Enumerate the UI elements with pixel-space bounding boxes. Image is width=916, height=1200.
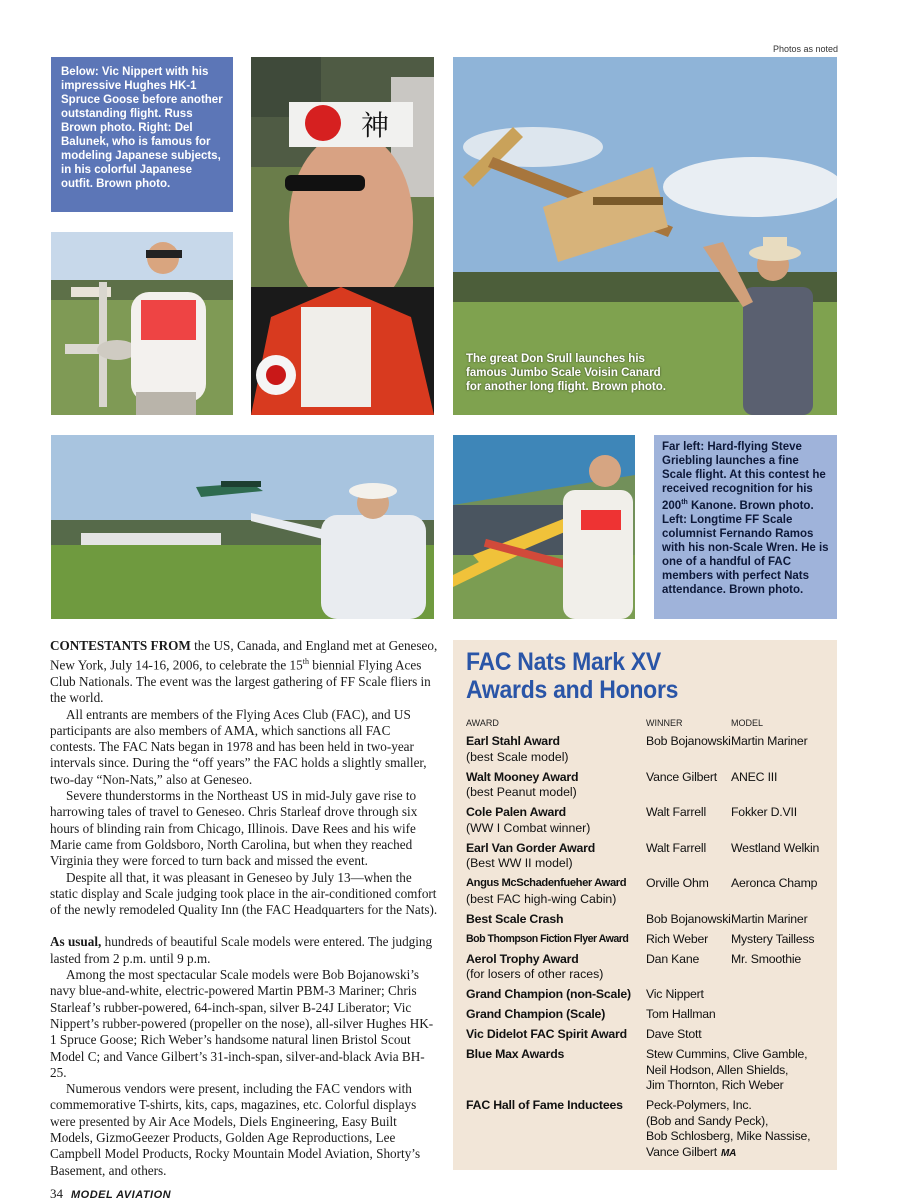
award-row bbox=[466, 1007, 825, 1023]
award-name: FAC Hall of Fame Inductees bbox=[466, 1098, 623, 1112]
article-paragraph-2: All entrants are members of the Flying Aces Club (FAC), and US participants are also members of AMA, which sanctions all FAC contests. The FAC Nats began in 1978 and has been held in two-year intervals since. During the “off years” the FAC holds a slightly smaller, two-day “Non-Nats,” also at Geneseo. bbox=[50, 706, 427, 787]
award-name: Vic Didelot FAC Spirit Award bbox=[466, 1027, 627, 1041]
magazine-name: MODEL AVIATION bbox=[71, 1189, 172, 1200]
award-model: Aeronca Champ bbox=[731, 876, 818, 890]
award-sub: (best FAC high-wing Cabin) bbox=[466, 891, 617, 906]
award-name: Earl Stahl Award bbox=[466, 734, 560, 748]
awards-col-model: MODEL bbox=[731, 718, 764, 728]
award-name: Earl Van Gorder Award bbox=[466, 840, 596, 855]
award-winner: Tom Hallman bbox=[646, 1007, 716, 1021]
caption-top-left-text: Below: Vic Nippert with his impressive Hughes HK-1 Spruce Goose before another outstanding flight. Russ Brown photo. Right: Del Balunek, who is famous for modeling Japanese subjects, in his colorful Japanese outfit. Brown photo. bbox=[61, 66, 223, 190]
award-row-hall-of-fame bbox=[466, 1098, 825, 1161]
caption-top-left bbox=[51, 57, 233, 212]
awards-title bbox=[466, 648, 796, 704]
article-paragraph-3: Severe thunderstorms in the Northeast US in mid-July gave rise to harrowing tales of travel to Geneseo. Chris Starleaf drove through six hours of blinding rain from Chicago, Illinois. Dave Rees and his wife Marie came from Goldsboro, North Carolina, but when they reached Virginia they were forced to turn back and missed the event. bbox=[50, 788, 418, 869]
article-p1-text-a: the US, Canada, and England met at Geneseo, New York, July 14-16, 2006, to celebrate the 15 bbox=[50, 638, 438, 673]
award-row bbox=[466, 932, 825, 948]
caption-bottom-right-sup: th bbox=[681, 499, 688, 506]
awards-sidebar bbox=[453, 640, 837, 1170]
award-winner: Vic Nippert bbox=[646, 987, 704, 1001]
award-model: Westland Welkin bbox=[731, 840, 820, 855]
award-model: Martin Mariner bbox=[731, 734, 808, 748]
caption-voisin bbox=[466, 352, 666, 394]
awards-title-line1: FAC Nats Mark XV bbox=[466, 648, 661, 676]
award-name: Aerol Trophy Award bbox=[466, 951, 579, 966]
hof-line-2: (Bob and Sandy Peck), bbox=[646, 1113, 769, 1128]
award-sub: (best Peanut model) bbox=[466, 785, 577, 799]
page-footer bbox=[50, 1186, 171, 1200]
awards-column-headers bbox=[466, 718, 825, 728]
award-row bbox=[466, 1027, 825, 1043]
article-paragraph-6: Among the most spectacular Scale models were Bob Bojanowski’s navy blue-and-white, electric-powered Martin PBM-3 Mariner; Chris Starleaf’s rubber-powered, 64-inch-span, silver B-24J Liberator; Vic Nippert’s rubber-powered (propeller on the nose), all-silver Hughes HK-1 Spruce Goose; Rich Weber’s handsome natural linen Bristol Scout Model C; and Vance Gilbert’s 31-inch-span, silver-and-black Avia BH-25. bbox=[50, 967, 434, 1080]
ma-end-mark: MA bbox=[721, 1147, 737, 1159]
award-model: Mr. Smoothie bbox=[731, 951, 802, 966]
award-sub: (WW I Combat winner) bbox=[466, 820, 591, 835]
awards-title-line2: Awards and Honors bbox=[466, 676, 679, 704]
article-body bbox=[50, 638, 438, 1179]
award-row bbox=[466, 876, 825, 907]
photo-fernando-ramos bbox=[453, 435, 635, 619]
award-row bbox=[466, 952, 825, 983]
photo-steve-griebling bbox=[51, 435, 434, 619]
article-p5-lead: As usual, bbox=[50, 934, 102, 950]
caption-bottom-right bbox=[654, 435, 837, 619]
award-row bbox=[466, 734, 825, 765]
photo-del-balunek bbox=[251, 57, 434, 415]
awards-col-award: AWARD bbox=[466, 718, 499, 728]
photo-credit-note: Photos as noted bbox=[772, 44, 838, 54]
awards-col-winner: WINNER bbox=[646, 718, 683, 728]
award-winner: Vance Gilbert bbox=[646, 769, 717, 784]
award-row bbox=[466, 805, 825, 836]
award-winner: Bob Bojanowski bbox=[646, 911, 731, 926]
article-p5-text: hundreds of beautiful Scale models were entered. The judging lasted from 2 p.m. until 9 p.m. bbox=[50, 934, 433, 966]
hof-line-3: Bob Schlosberg, Mike Nassise, bbox=[646, 1129, 811, 1143]
caption-voisin-text: The great Don Srull launches his famous Jumbo Scale Voisin Canard for another long flight. Brown photo. bbox=[466, 353, 666, 393]
award-model: Martin Mariner bbox=[731, 911, 808, 926]
article-paragraph-4: Despite all that, it was pleasant in Geneseo by July 13—when the static display and Scale judging took place in the air-conditioned comfort of the newly remodeled Quality Inn (the FAC Headquarters for the Nats). bbox=[50, 869, 438, 918]
article-lead-in: CONTESTANTS FROM bbox=[50, 638, 191, 653]
award-winner: Orville Ohm bbox=[646, 876, 709, 890]
photo-vic-nippert-spruce-goose bbox=[51, 232, 233, 415]
article-paragraph-1 bbox=[50, 638, 438, 707]
award-name: Blue Max Awards bbox=[466, 1047, 565, 1061]
award-name: Angus McSchadenfueher Award bbox=[466, 877, 627, 889]
award-winner: Dan Kane bbox=[646, 951, 700, 966]
hof-line-1: Peck-Polymers, Inc. bbox=[646, 1098, 752, 1112]
award-row bbox=[466, 987, 825, 1003]
article-p1-sup: th bbox=[302, 657, 309, 667]
award-name: Bob Thompson Fiction Flyer Award bbox=[466, 932, 629, 945]
page-number: 34 bbox=[50, 1186, 63, 1200]
award-winner: Walt Farrell bbox=[646, 840, 706, 855]
hof-line-4-text: Vance Gilbert bbox=[646, 1144, 717, 1159]
article-p1-text-b: biennial Flying Aces Club Nationals. The event was the largest gathering of FF Scale fliers in the world. bbox=[50, 657, 431, 706]
award-row bbox=[466, 841, 825, 872]
hof-line-4 bbox=[646, 1145, 825, 1162]
award-name: Grand Champion (non-Scale) bbox=[466, 987, 631, 1001]
award-winner: Walt Farrell bbox=[646, 805, 706, 819]
award-name: Cole Palen Award bbox=[466, 805, 566, 819]
award-winner: Dave Stott bbox=[646, 1027, 702, 1041]
article-paragraph-5 bbox=[50, 934, 438, 967]
blue-max-winners-line-2: Neil Hodson, Allen Shields, bbox=[646, 1062, 789, 1077]
award-name: Grand Champion (Scale) bbox=[466, 1007, 606, 1021]
award-model: Fokker D.VII bbox=[731, 805, 797, 819]
award-model: Mystery Tailless bbox=[731, 931, 815, 946]
caption-bottom-right-text-a: Far left: Hard-flying Steve Griebling launches a fine Scale flight. At this contest he received recognition for his 200 bbox=[662, 441, 826, 512]
award-row bbox=[466, 912, 825, 928]
svg-text:神: 神 bbox=[361, 109, 390, 142]
caption-bottom-right-text-b: Kanone. Brown photo. Left: Longtime FF Scale columnist Fernando Ramos with his non-Scale Wren. He is one of a handful of FAC members with perfect Nats attendance. Brown photo. bbox=[662, 499, 829, 596]
blue-max-winners-line-1: Stew Cummins, Clive Gamble, bbox=[646, 1047, 808, 1061]
award-sub: (for losers of other races) bbox=[466, 967, 604, 981]
award-winner: Bob Bojanowski bbox=[646, 734, 731, 748]
award-row-blue-max bbox=[466, 1047, 825, 1094]
award-row bbox=[466, 770, 825, 801]
blue-max-winners-line-3: Jim Thornton, Rich Weber bbox=[646, 1078, 784, 1092]
award-winner: Rich Weber bbox=[646, 931, 709, 946]
award-sub: (best Scale model) bbox=[466, 749, 569, 764]
award-name: Walt Mooney Award bbox=[466, 769, 579, 784]
award-name: Best Scale Crash bbox=[466, 911, 564, 926]
award-sub: (Best WW II model) bbox=[466, 856, 573, 870]
award-model: ANEC III bbox=[731, 769, 778, 784]
article-paragraph-7: Numerous vendors were present, including the FAC vendors with commemorative T-shirts, kits, caps, magazines, etc. Colorful displays were presented by Air Ace Models, Diels Engineering, Easy Built Models, GizmoGeezer Products, Golden Age Reproductions, Lee Campbell Model Products, Rocky Mountain Model Aviation, Shorty’s Basement, and others. bbox=[50, 1081, 421, 1178]
